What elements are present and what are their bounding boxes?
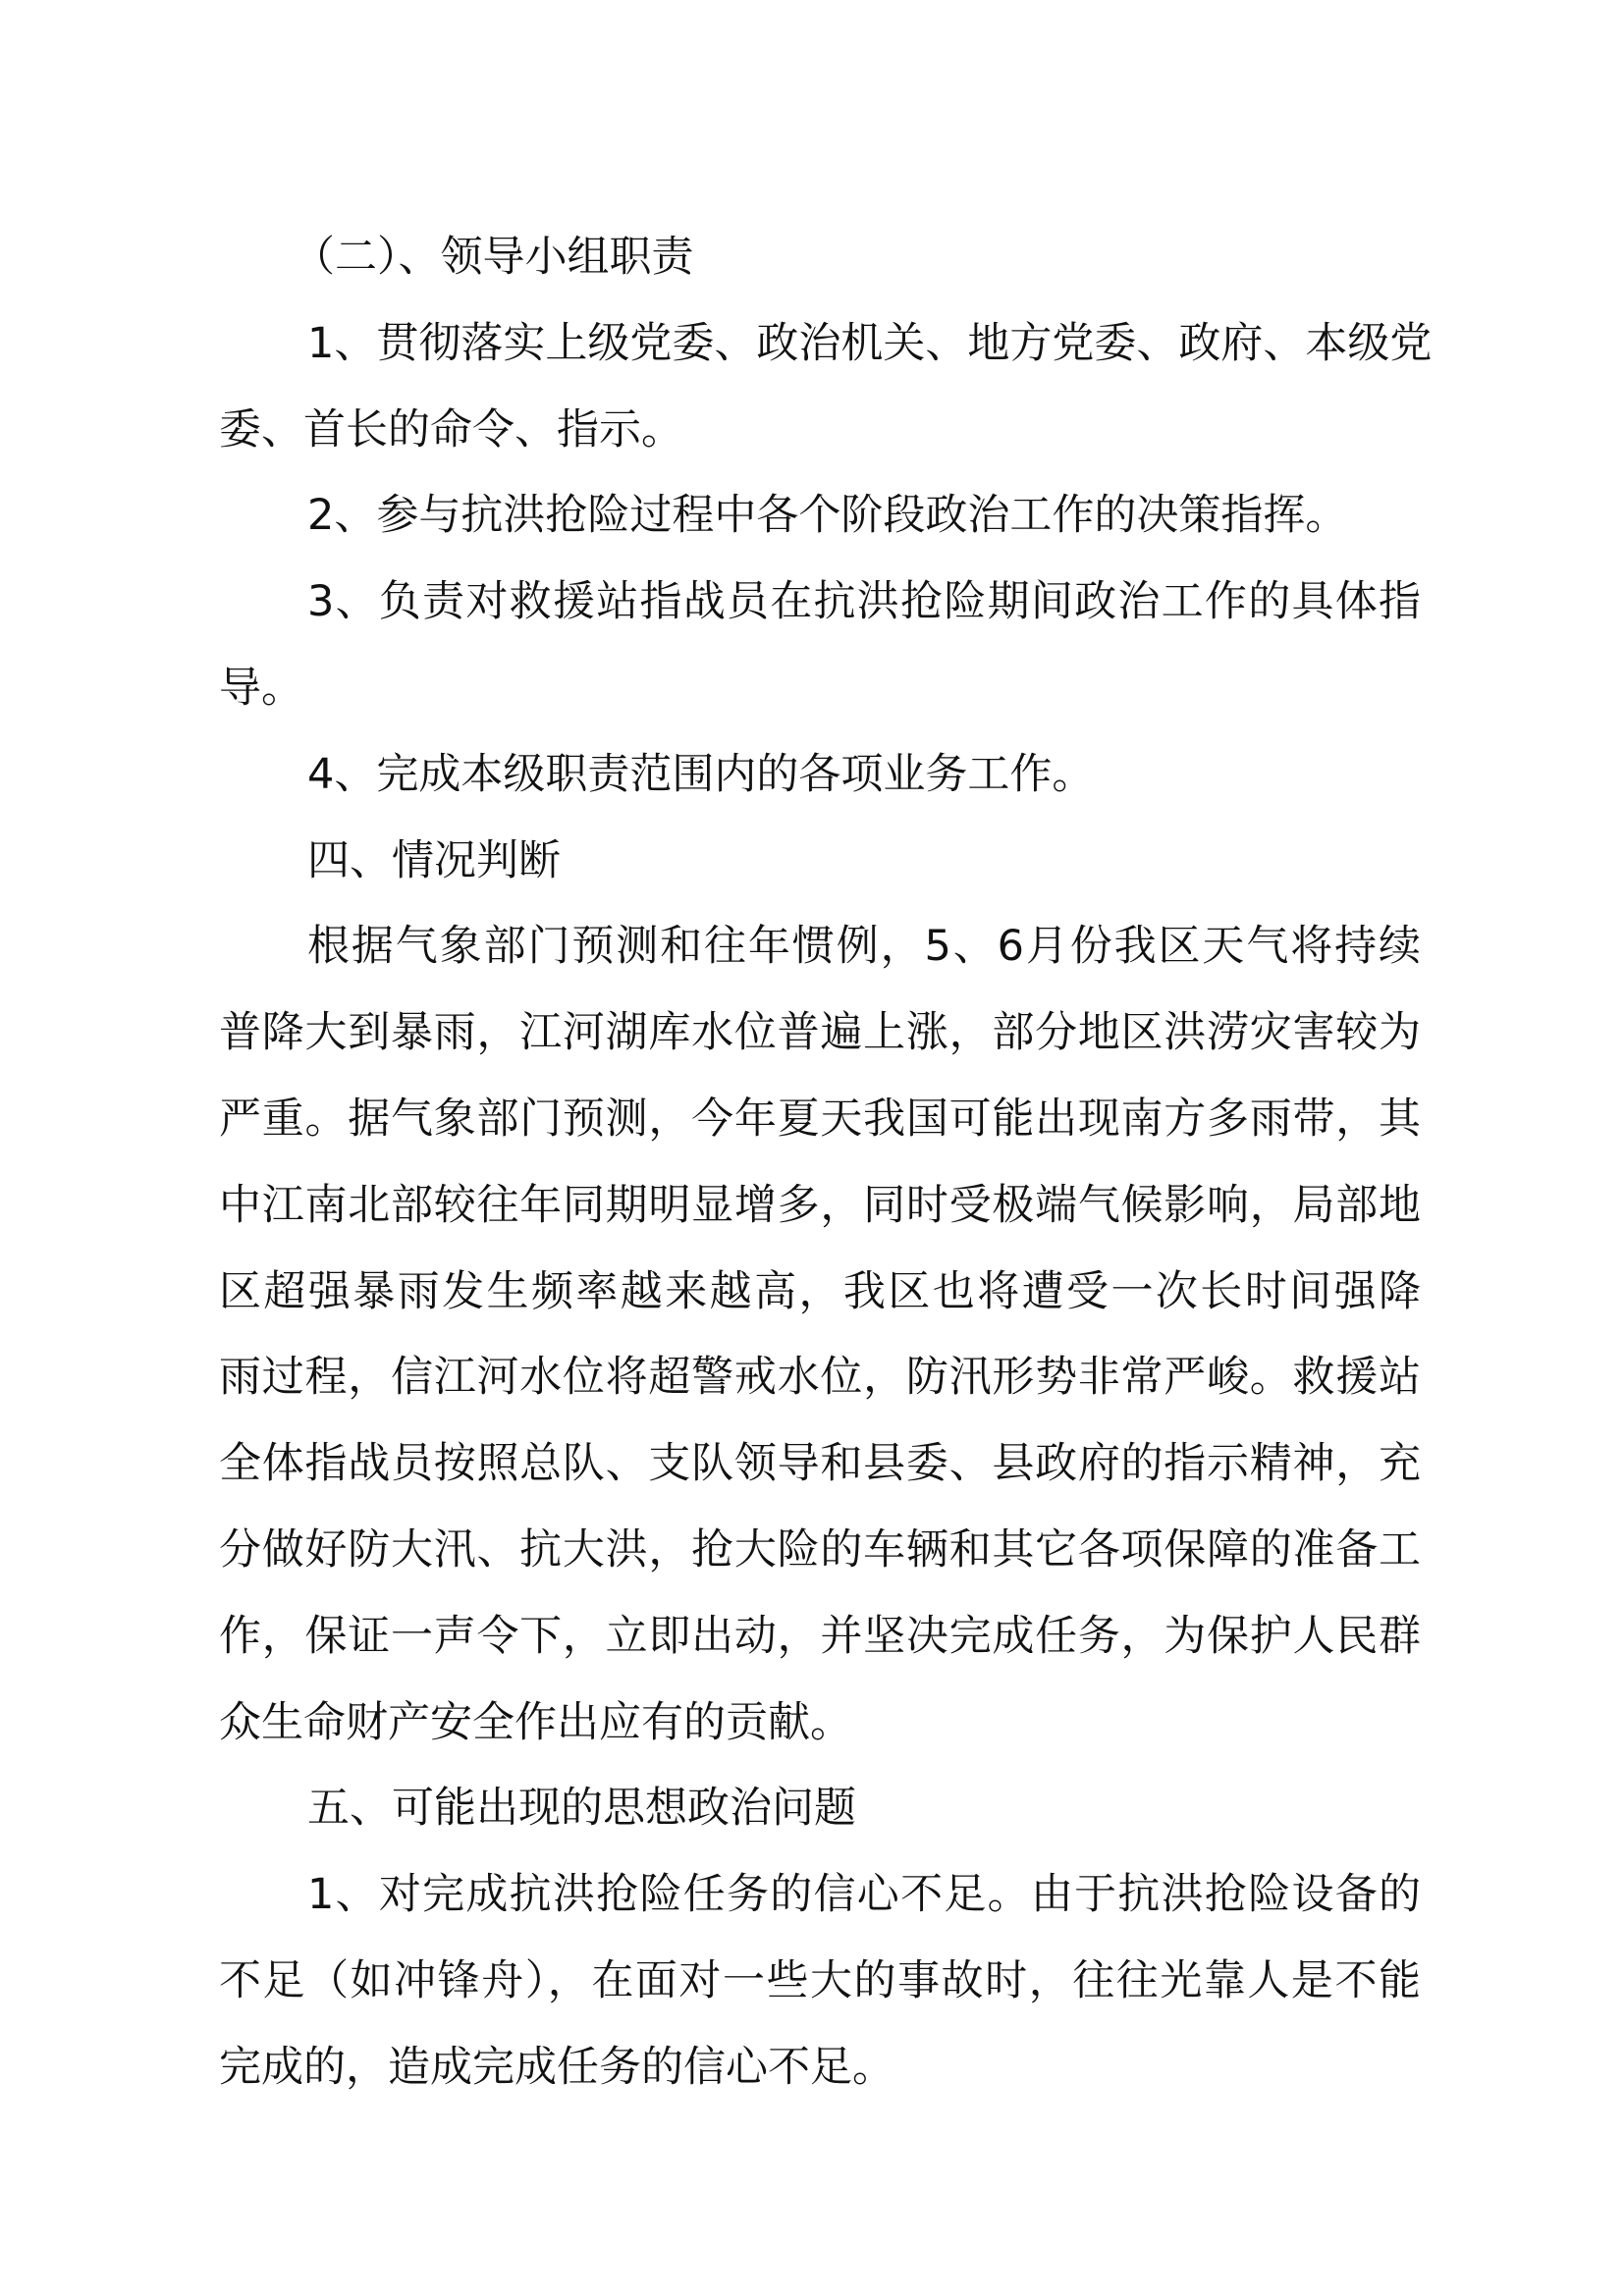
text-line: 1、贯彻落实上级党委、政治机关、地方党委、政府、本级党 [307,318,1433,368]
text-line: 根据气象部门预测和往年惯例，5、6月份我区天气将持续 [307,922,1421,972]
text-line: 四、情况判断 [307,835,561,885]
text-line: 分做好防大汛、抗大洪，抢大险的车辆和其它各项保障的准备工 [219,1524,1421,1575]
text-line: 普降大到暴雨，江河湖库水位普遍上涨，部分地区洪涝灾害较为 [219,1008,1421,1058]
text-line: 全体指战员按照总队、支队领导和县委、县政府的指示精神，充 [219,1439,1421,1489]
text-line: 完成的，造成完成任务的信心不足。 [219,2042,894,2092]
text-line: 五、可能出现的思想政治问题 [307,1784,856,1834]
document-page [219,215,1433,2111]
text-line: 2、参与抗洪抢险过程中各个阶段政治工作的决策指挥。 [307,491,1348,541]
text-line: 雨过程，信江河水位将超警戒水位，防汛形势非常严峻。救援站 [219,1353,1421,1403]
text-line: 不足（如冲锋舟），在面对一些大的事故时，往往光靠人是不能 [219,1955,1421,2005]
text-line: 众生命财产安全作出应有的贡献。 [219,1697,852,1747]
text-line: 严重。据气象部门预测，今年夏天我国可能出现南方多雨带，其 [219,1094,1421,1144]
text-line: 中江南北部较往年同期明显增多，同时受极端气候影响，局部地 [219,1180,1421,1230]
text-line: 委、首长的命令、指示。 [219,404,683,454]
text-line: 1、对完成抗洪抢险任务的信心不足。由于抗洪抢险设备的 [307,1870,1421,1920]
text-line: （二）、领导小组职责 [293,233,694,282]
text-line: 3、负责对救援站指战员在抗洪抢险期间政治工作的具体指 [307,577,1421,627]
text-line: 作，保证一声令下，立即出动，并坚决完成任务，为保护人民群 [219,1611,1421,1661]
text-line: 导。 [219,663,303,713]
text-line: 区超强暴雨发生频率越来越高，我区也将遭受一次长时间强降 [219,1266,1421,1316]
text-line: 4、完成本级职责范围内的各项业务工作。 [307,749,1095,799]
